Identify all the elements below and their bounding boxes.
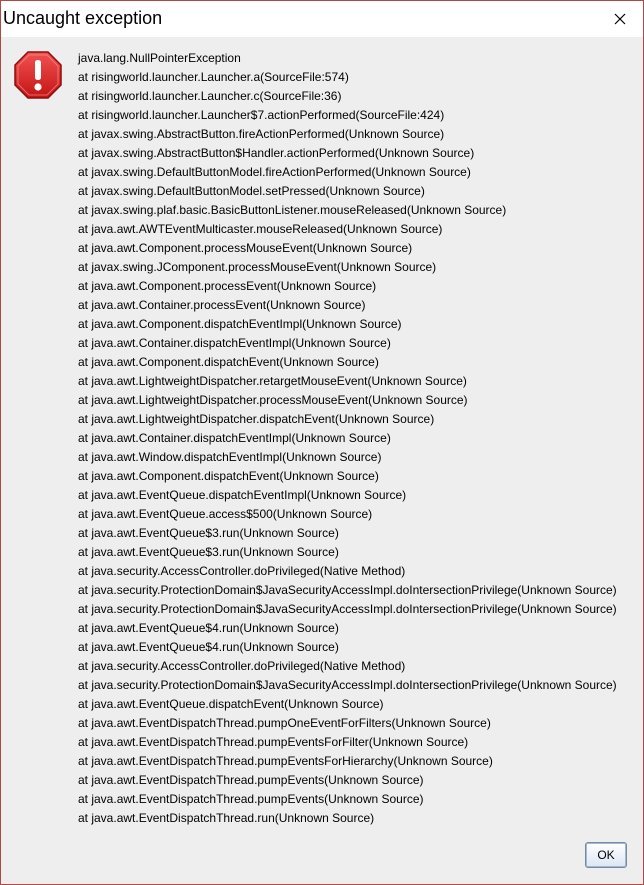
- close-button[interactable]: [597, 1, 643, 37]
- stack-frame: at java.awt.EventQueue$3.run(Unknown Source): [78, 526, 339, 540]
- stack-frame: at javax.swing.DefaultButtonModel.fireActionPerformed(Unknown Source): [78, 165, 471, 179]
- stack-frame: at javax.swing.DefaultButtonModel.setPressed(Unknown Source): [78, 184, 425, 198]
- stack-frame: at java.awt.Component.dispatchEvent(Unknown Source): [78, 469, 379, 483]
- stack-frame: at java.awt.LightweightDispatcher.processMouseEvent(Unknown Source): [78, 393, 468, 407]
- stack-frame: at java.security.ProtectionDomain$JavaSecurityAccessImpl.doIntersectionPrivilege(Unknown Source): [78, 602, 617, 616]
- ok-button[interactable]: OK: [585, 842, 627, 868]
- stack-frame: at java.awt.Container.dispatchEventImpl(Unknown Source): [78, 336, 391, 350]
- exception-name: java.lang.NullPointerException: [78, 51, 241, 65]
- stack-frame: at javax.swing.AbstractButton.fireActionPerformed(Unknown Source): [78, 127, 445, 141]
- stack-trace: [78, 49, 617, 828]
- close-icon: [614, 13, 626, 25]
- stack-frame: at java.awt.EventDispatchThread.pumpEventsForFilter(Unknown Source): [78, 735, 469, 749]
- stack-frame: at javax.swing.JComponent.processMouseEvent(Unknown Source): [78, 260, 437, 274]
- stack-frame: at risingworld.launcher.Launcher$7.actionPerformed(SourceFile:424): [78, 108, 445, 122]
- stack-frame: at java.awt.Container.processEvent(Unknown Source): [78, 298, 366, 312]
- stack-frame: at java.awt.EventDispatchThread.run(Unknown Source): [78, 811, 375, 825]
- stack-frame: at risingworld.launcher.Launcher.c(SourceFile:36): [78, 89, 342, 103]
- stack-frame: at java.security.AccessController.doPrivileged(Native Method): [78, 564, 406, 578]
- stack-frame: at java.awt.AWTEventMulticaster.mouseReleased(Unknown Source): [78, 222, 443, 236]
- dialog-content: [1, 37, 643, 884]
- stack-frame: at javax.swing.plaf.basic.BasicButtonListener.mouseReleased(Unknown Source): [78, 203, 507, 217]
- stack-frame: at java.awt.EventQueue.access$500(Unknown Source): [78, 507, 373, 521]
- stack-frame: at java.awt.EventDispatchThread.pumpEvents(Unknown Source): [78, 792, 424, 806]
- stack-frame: at java.awt.EventQueue.dispatchEvent(Unknown Source): [78, 697, 384, 711]
- stack-frame: at java.awt.EventDispatchThread.pumpEventsForHierarchy(Unknown Source): [78, 754, 493, 768]
- stack-frame: at java.awt.Component.processMouseEvent(Unknown Source): [78, 241, 413, 255]
- stack-frame: at java.awt.Window.dispatchEventImpl(Unknown Source): [78, 450, 382, 464]
- stack-frame: at java.security.AccessController.doPrivileged(Native Method): [78, 659, 406, 673]
- dialog-title: Uncaught exception: [3, 8, 163, 28]
- stack-frame: at java.awt.Component.processEvent(Unknown Source): [78, 279, 377, 293]
- stack-frame: at java.awt.LightweightDispatcher.dispatchEvent(Unknown Source): [78, 412, 435, 426]
- stack-frame: at java.awt.LightweightDispatcher.retargetMouseEvent(Unknown Source): [78, 374, 467, 388]
- stack-frame: at java.awt.EventQueue$3.run(Unknown Source): [78, 545, 339, 559]
- stack-frame: at java.awt.EventQueue$4.run(Unknown Source): [78, 640, 339, 654]
- stack-frame: at java.awt.Component.dispatchEvent(Unknown Source): [78, 355, 379, 369]
- stack-frame: at javax.swing.AbstractButton$Handler.actionPerformed(Unknown Source): [78, 146, 475, 160]
- stack-frame: at java.awt.EventDispatchThread.pumpEvents(Unknown Source): [78, 773, 424, 787]
- stack-frame: at java.awt.EventQueue$4.run(Unknown Source): [78, 621, 339, 635]
- title-bar: [1, 1, 643, 37]
- stack-frame: at java.awt.Component.dispatchEventImpl(Unknown Source): [78, 317, 402, 331]
- stack-frame: at java.awt.EventQueue.dispatchEventImpl(Unknown Source): [78, 488, 407, 502]
- error-icon: [14, 51, 62, 99]
- stack-frame: at java.awt.Container.dispatchEventImpl(Unknown Source): [78, 431, 391, 445]
- stack-frame: at java.security.ProtectionDomain$JavaSecurityAccessImpl.doIntersectionPrivilege(Unknown Source): [78, 678, 617, 692]
- stack-frame: at risingworld.launcher.Launcher.a(SourceFile:574): [78, 70, 349, 84]
- stack-frame: at java.awt.EventDispatchThread.pumpOneEventForFilters(Unknown Source): [78, 716, 491, 730]
- stack-frame: at java.security.ProtectionDomain$JavaSecurityAccessImpl.doIntersectionPrivilege(Unknown Source): [78, 583, 617, 597]
